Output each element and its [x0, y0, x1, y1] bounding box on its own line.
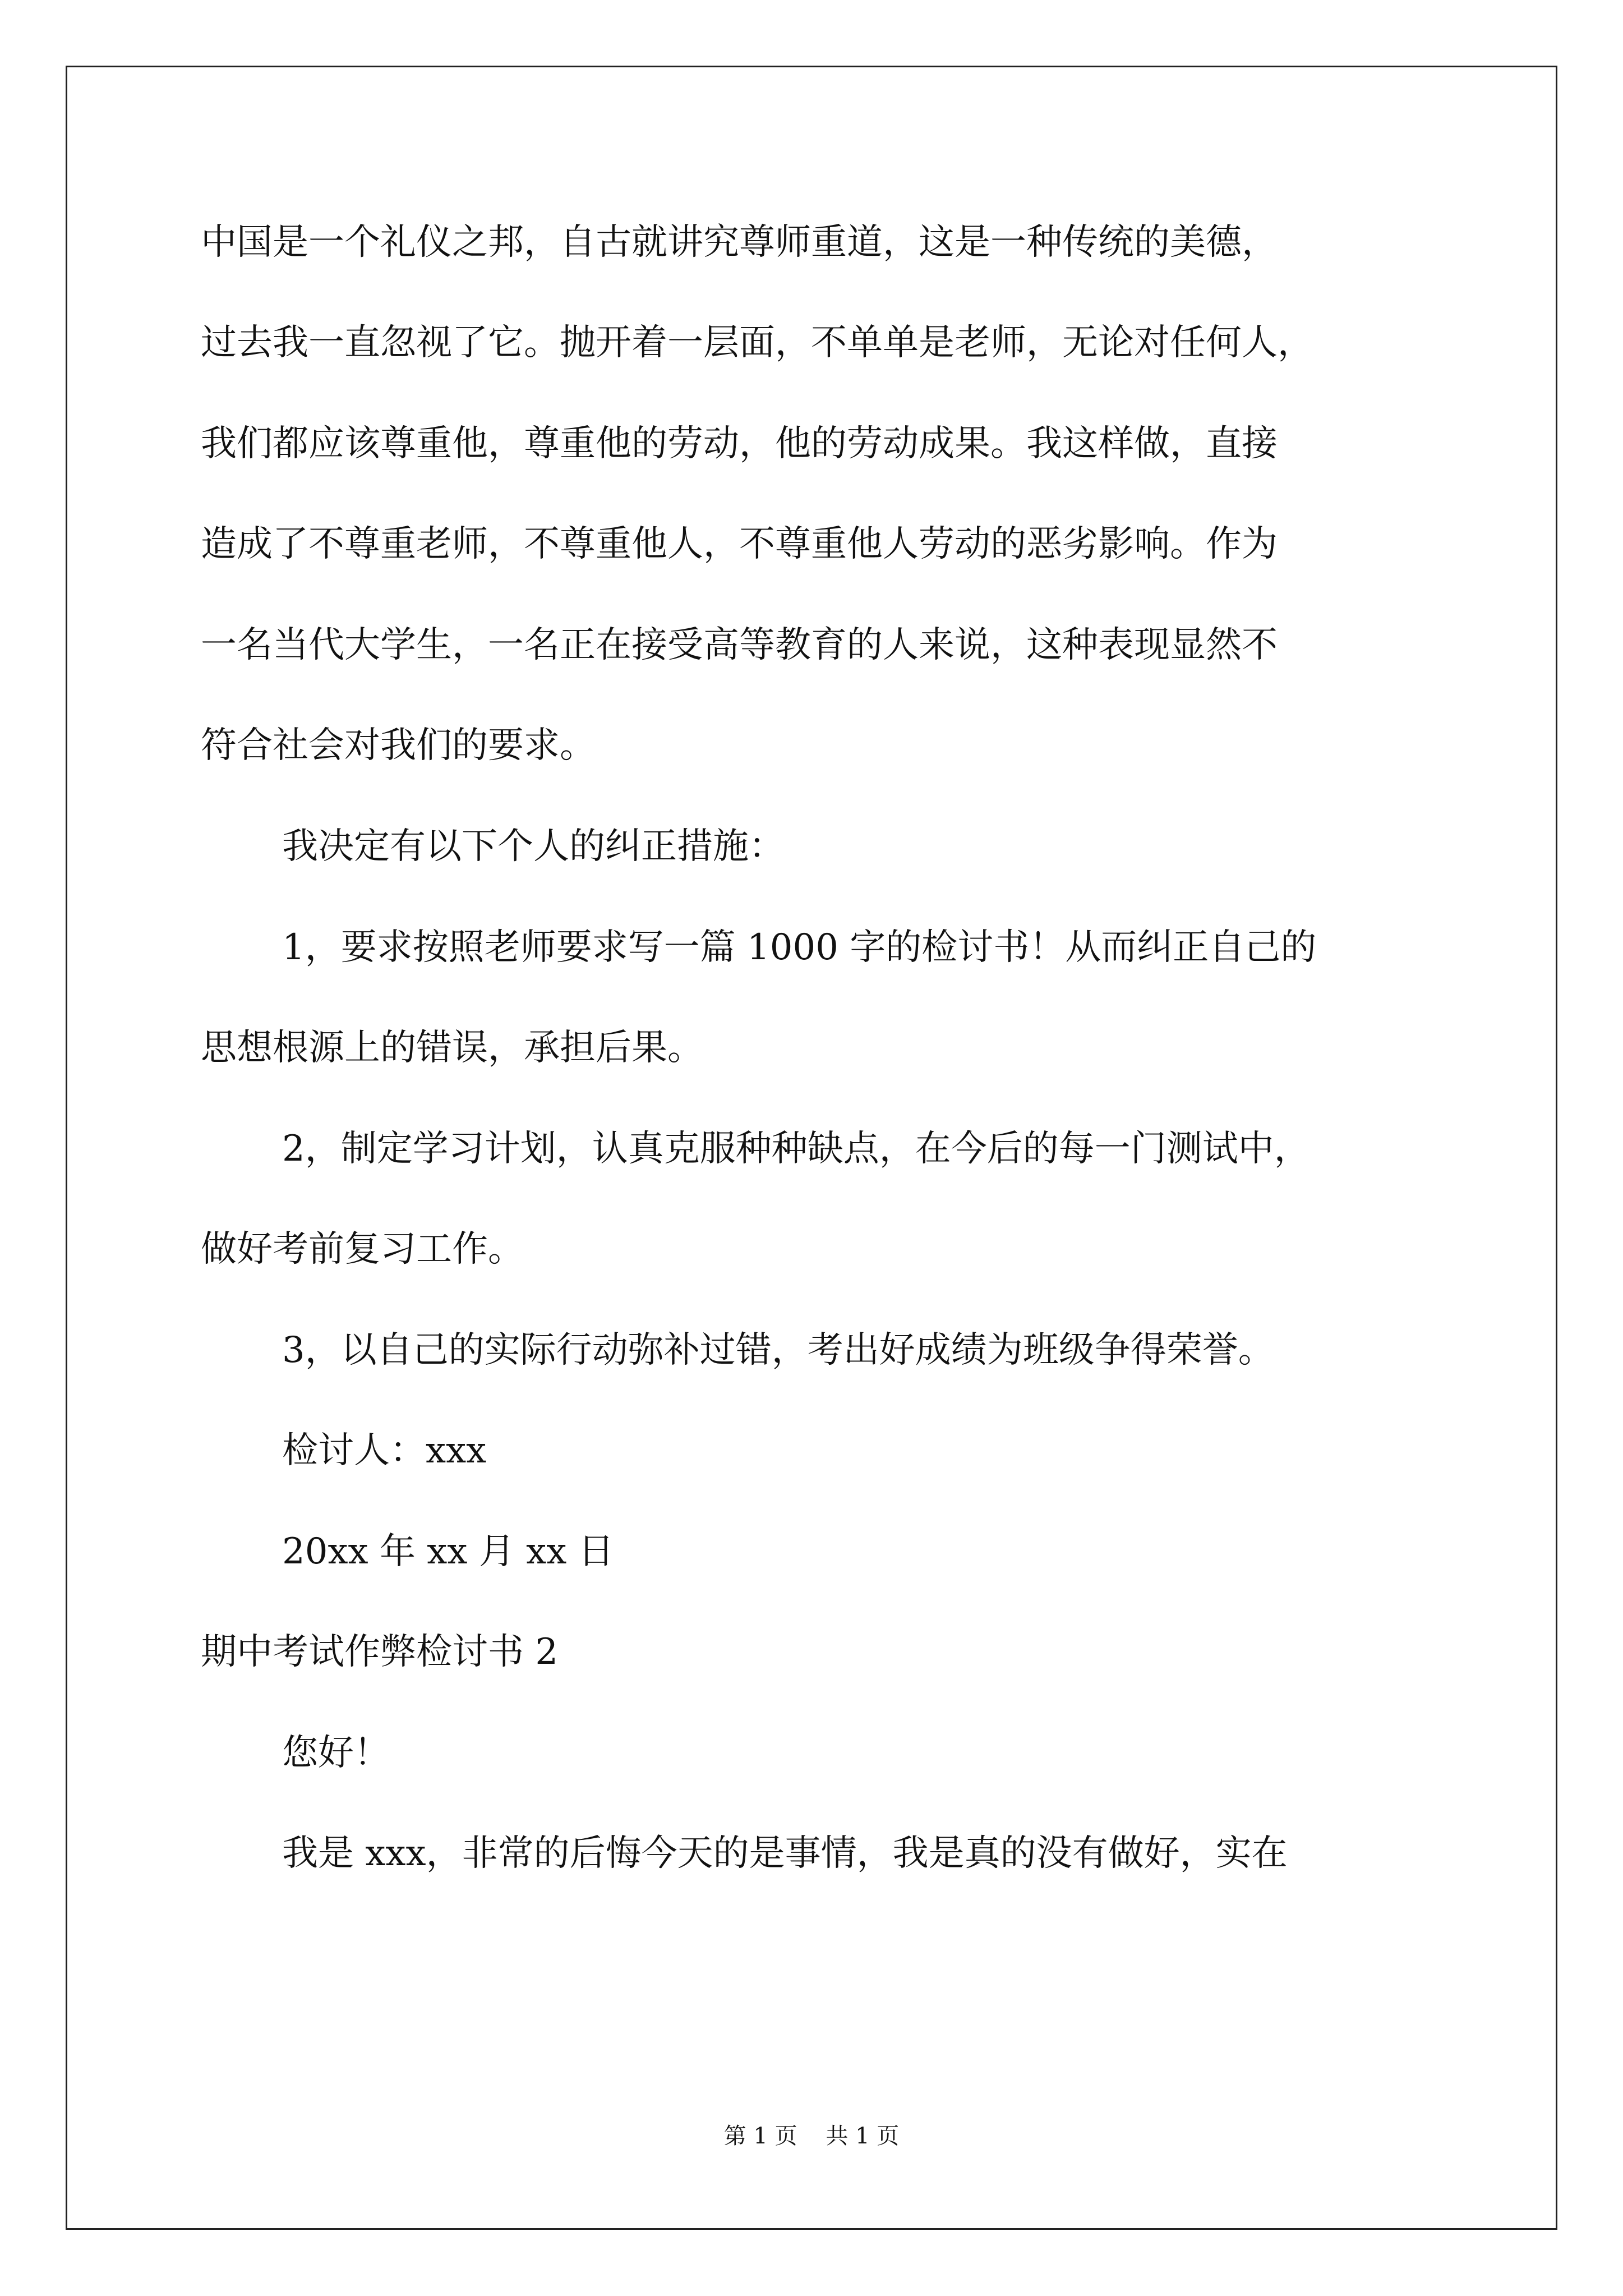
page-footer: 第 1 页 共 1 页: [723, 2123, 900, 2149]
paragraph-line: 造成了不尊重老师，不尊重他人，不尊重他人劳动的恶劣影响。作为: [201, 523, 1278, 565]
section-heading: 期中考试作弊检讨书 2: [201, 1631, 559, 1673]
paragraph-line: 一名当代大学生，一名正在接受高等教育的人来说，这种表现显然不: [201, 624, 1278, 666]
signatory-line: 检讨人：xxx: [282, 1430, 487, 1471]
paragraph-line: 思想根源上的错误，承担后果。: [201, 1027, 703, 1069]
paragraph-line: 3，以自己的实际行动弥补过错，考出好成绩为班级争得荣誉。: [282, 1329, 1274, 1371]
paragraph-line: 我是 xxx，非常的后悔今天的是事情，我是真的没有做好，实在: [282, 1833, 1288, 1874]
paragraph-line: 做好考前复习工作。: [201, 1228, 524, 1270]
date-line: 20xx 年 xx 月 xx 日: [282, 1531, 614, 1572]
paragraph-line: 中国是一个礼仪之邦，自古就讲究尊师重道，这是一种传统的美德，: [201, 222, 1278, 263]
paragraph-line: 我们都应该尊重他，尊重他的劳动，他的劳动成果。我这样做，直接: [201, 423, 1278, 464]
paragraph-line: 2，制定学习计划，认真克服种种缺点，在今后的每一门测试中，: [282, 1128, 1310, 1170]
paragraph-line: 过去我一直忽视了它。抛开着一层面，不单单是老师，无论对任何人，: [201, 322, 1313, 364]
paragraph-line: 我决定有以下个人的纠正措施：: [282, 826, 785, 867]
paragraph-line: 1，要求按照老师要求写一篇 1000 字的检讨书！从而纠正自己的: [282, 927, 1317, 968]
salutation-line: 您好！: [282, 1732, 390, 1774]
paragraph-line: 符合社会对我们的要求。: [201, 725, 596, 766]
